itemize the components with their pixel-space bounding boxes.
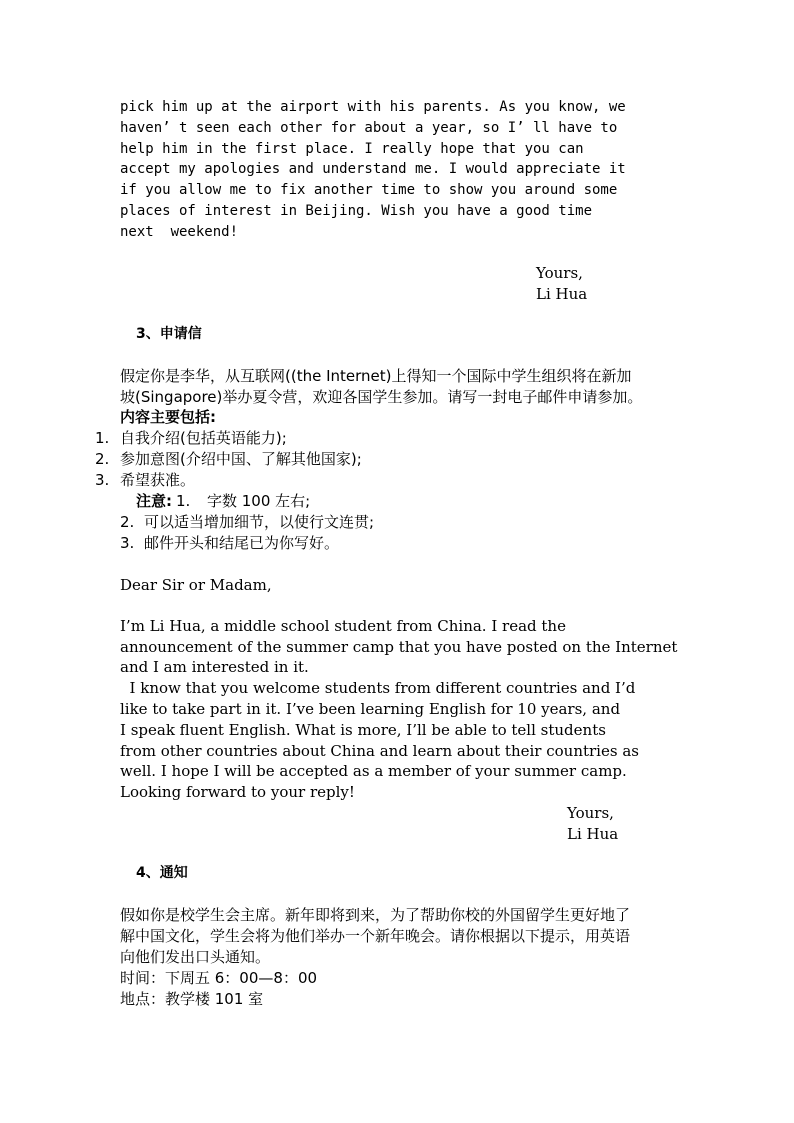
note-number: 3. — [120, 534, 135, 552]
section3-prompt-line: 坡(Singapore)举办夏令营，欢迎各国学生参加。请写一封电子邮件申请参加。 — [120, 388, 643, 406]
letter2-line: Looking forward to your reply! — [120, 783, 355, 801]
list-item: 自我介绍(包括英语能力); — [120, 429, 287, 447]
letter1-line: next weekend! — [120, 224, 239, 240]
letter2-line: I know that you welcome students from different countries and I’d — [120, 679, 636, 697]
list-item-number: 2. — [95, 450, 110, 468]
note-number: 1. — [176, 492, 191, 510]
section4-time: 时间：下周五 6：00—8：00 — [120, 969, 318, 987]
letter1-closing: Yours, — [536, 264, 583, 282]
list-item-number: 1. — [95, 429, 110, 447]
letter2-line: I’m Li Hua, a middle school student from China. I read the — [120, 617, 566, 635]
letter2-closing: Yours, — [567, 804, 614, 822]
letter2-line: well. I hope I will be accepted as a member of your summer camp. — [120, 762, 627, 780]
note-item: 邮件开头和结尾已为你写好。 — [144, 534, 340, 552]
list-item: 希望获准。 — [120, 471, 196, 489]
list-item: 参加意图(介绍中国、了解其他国家); — [120, 450, 362, 468]
section3-prompt-line: 假定你是李华，从互联网((the Internet)上得知一个国际中学生组织将在新加 — [120, 367, 632, 385]
section3-content-heading: 内容主要包括: — [120, 408, 216, 426]
section4-prompt-line: 假如你是校学生会主席。新年即将到来，为了帮助你校的外国留学生更好地了 — [120, 906, 631, 924]
letter2-line: and I am interested in it. — [120, 658, 309, 676]
section4-prompt-line: 解中国文化，学生会将为他们举办一个新年晚会。请你根据以下提示，用英语 — [120, 927, 631, 945]
note-item: 字数 100 左右; — [207, 492, 311, 510]
list-item-number: 3. — [95, 471, 110, 489]
section3-heading: 3、申请信 — [136, 326, 202, 342]
note-item: 可以适当增加细节，以使行文连贯; — [144, 513, 375, 531]
letter2-line: I speak fluent English. What is more, I’ll be able to tell students — [120, 721, 606, 739]
section4-heading: 4、通知 — [136, 865, 188, 881]
letter1-line: if you allow me to fix another time to show you around some — [120, 182, 618, 198]
letter1-signature: Li Hua — [536, 285, 588, 303]
letter2-line: from other countries about China and learn about their countries as — [120, 742, 639, 760]
letter2-signature: Li Hua — [567, 825, 619, 843]
letter1-line: help him in the first place. I really hope that you can — [120, 141, 584, 157]
letter2-line: like to take part in it. I’ve been learning English for 10 years, and — [120, 700, 621, 718]
letter2-line: announcement of the summer camp that you have posted on the Internet — [120, 638, 678, 656]
letter2-greeting: Dear Sir or Madam, — [120, 576, 272, 594]
letter1-line: places of interest in Beijing. Wish you have a good time — [120, 203, 593, 219]
letter1-line: accept my apologies and understand me. I would appreciate it — [120, 161, 626, 177]
notes-heading: 注意: — [136, 492, 172, 510]
section4-place: 地点：教学楼 101 室 — [120, 990, 264, 1008]
note-number: 2. — [120, 513, 135, 531]
section4-prompt-line: 向他们发出口头通知。 — [120, 948, 271, 966]
letter1-line: haven’ t seen each other for about a year, so I’ ll have to — [120, 120, 618, 136]
letter1-line: pick him up at the airport with his parents. As you know, we — [120, 99, 626, 115]
